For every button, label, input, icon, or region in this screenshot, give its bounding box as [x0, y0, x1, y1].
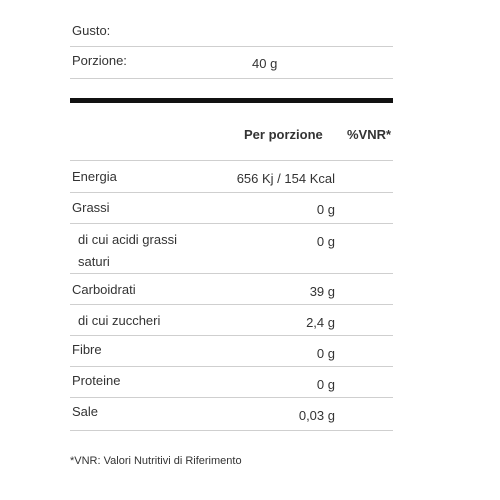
- table-row-sale: [70, 398, 393, 431]
- gusto-label: Gusto:: [72, 23, 111, 38]
- header-vnr: %VNR*: [347, 127, 392, 142]
- row-name: Carboidrati: [72, 282, 136, 297]
- table-row-grassi: [70, 192, 393, 224]
- table-row-zuccheri: [70, 305, 393, 336]
- row-value: 2,4 g: [306, 315, 335, 330]
- row-name: Sale: [72, 404, 99, 419]
- header-per-porzione: Per porzione: [244, 127, 323, 142]
- porzione-value: 40 g: [252, 56, 278, 71]
- row-value: 0,03 g: [298, 408, 335, 423]
- porzione-label: Porzione:: [72, 53, 127, 68]
- footnote: *VNR: Valori Nutritivi di Riferimento: [70, 455, 242, 467]
- row-value: 656 Kj / 154 Kcal: [236, 171, 335, 186]
- table-row-proteine: [70, 367, 393, 398]
- row-value: 0 g: [316, 202, 335, 217]
- section-divider: [70, 98, 393, 103]
- row-value: 0 g: [316, 234, 335, 249]
- row-value: 0 g: [316, 377, 335, 392]
- row-value: 39 g: [309, 284, 335, 299]
- table-row-carboidrati: [70, 274, 393, 305]
- row-name: di cui acidi grassi saturi: [78, 232, 177, 269]
- table-row-fibre: [70, 336, 393, 367]
- row-value: 0 g: [316, 346, 335, 361]
- row-name: Grassi: [72, 200, 110, 215]
- row-name: Fibre: [72, 342, 102, 357]
- gusto-row: [70, 22, 393, 47]
- table-row-energia: [70, 160, 393, 193]
- row-name: Proteine: [72, 373, 121, 388]
- row-name: di cui zuccheri: [78, 313, 161, 328]
- porzione-row: [70, 48, 393, 79]
- row-name: Energia: [72, 169, 117, 184]
- table-row-saturi: [70, 224, 393, 274]
